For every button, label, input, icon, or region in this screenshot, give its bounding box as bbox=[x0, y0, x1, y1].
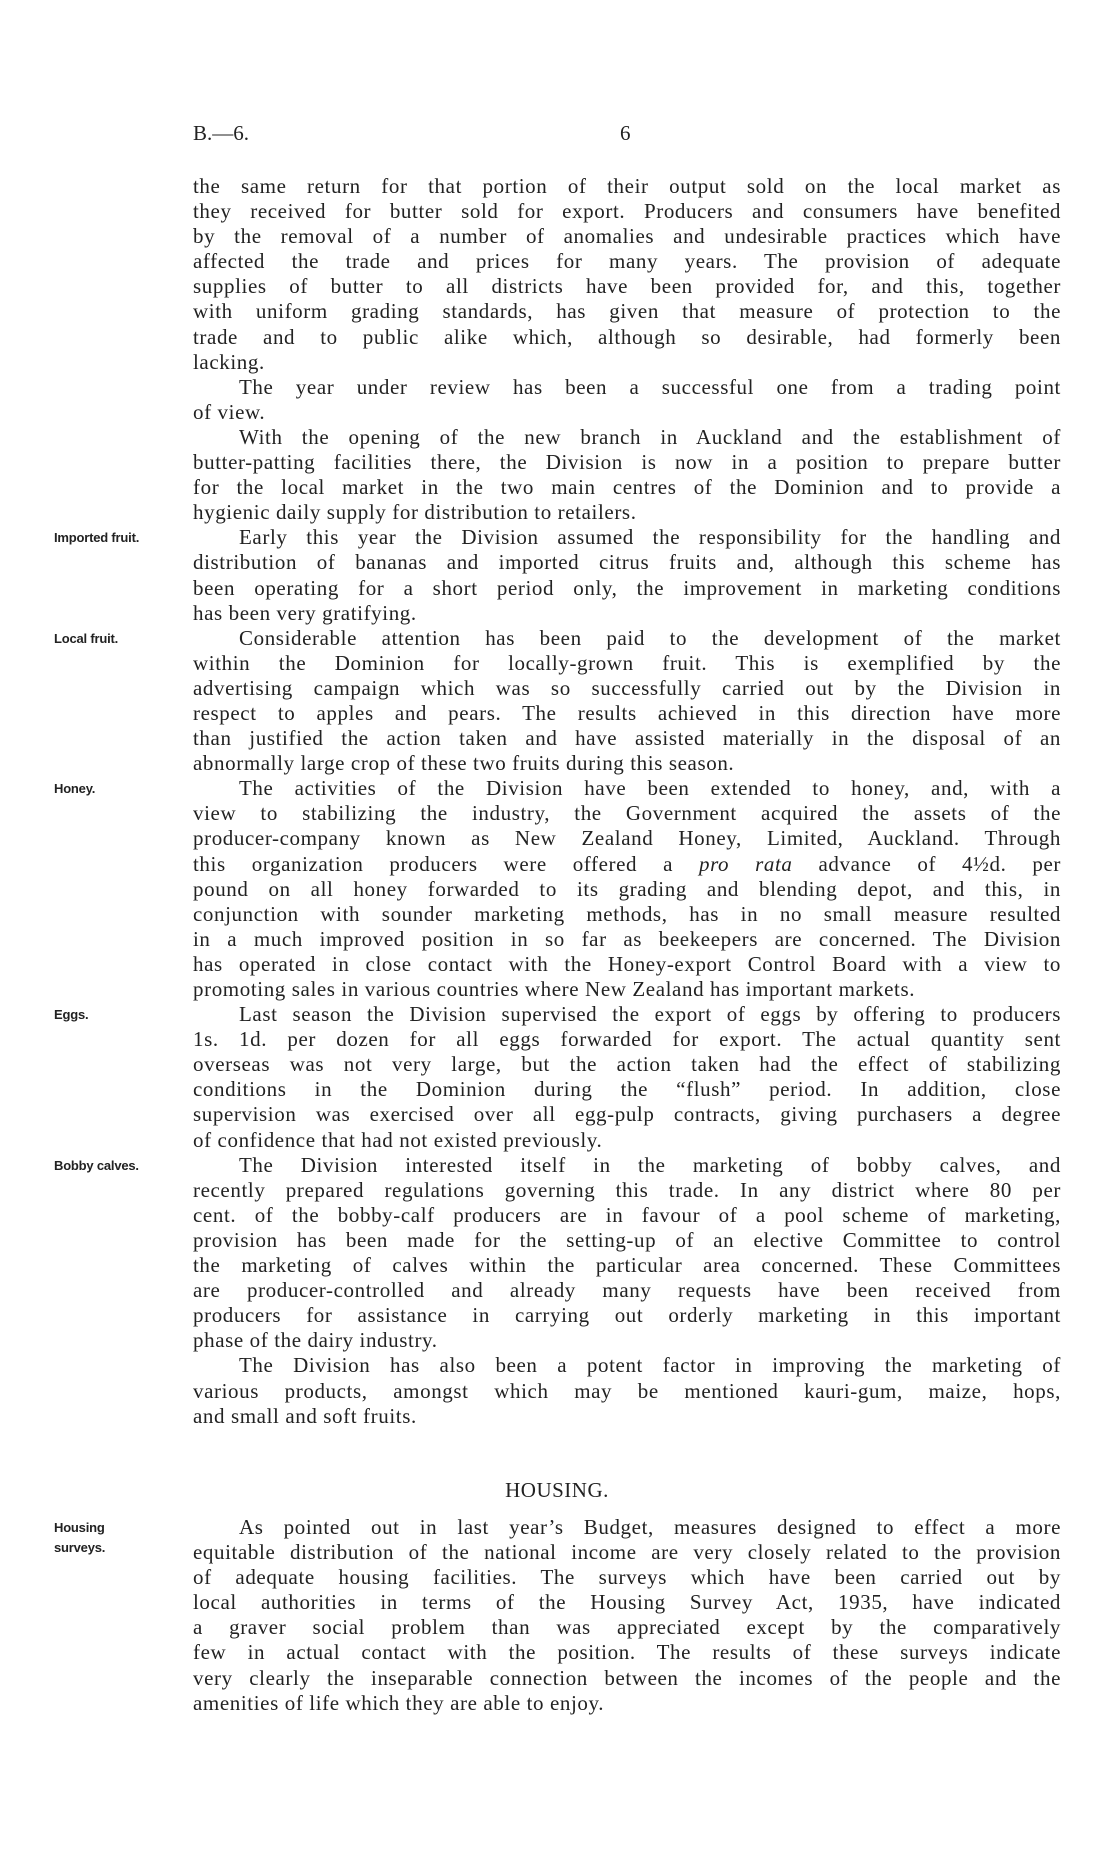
text-line: amenities of life which they are able to enjoy. bbox=[193, 1690, 605, 1715]
text-line: The activities of the Division have been extended to honey, and, with a bbox=[239, 776, 1061, 801]
text-line: As pointed out in last year’s Budget, measures designed to effect a more bbox=[239, 1515, 1061, 1539]
text-line: view to stabilizing the industry, the Government acquired the assets of the bbox=[193, 801, 1061, 826]
margin-sidenote: Honey. bbox=[54, 781, 96, 797]
text-line: a graver social problem than was appreciated except by the comparatively bbox=[193, 1615, 1061, 1640]
section-heading-housing: HOUSING. bbox=[505, 1478, 609, 1502]
text-line: local authorities in terms of the Housing Survey Act, 1935, have indicated bbox=[193, 1590, 1061, 1615]
text-line: distribution of bananas and imported citrus fruits and, although this scheme has bbox=[193, 550, 1061, 575]
text-line: recently prepared regulations governing this trade. In any district where 80 per bbox=[193, 1177, 1061, 1202]
text-line: this organization producers were offered a pro rata advance of 4½d. per bbox=[193, 851, 1061, 876]
text-line: phase of the dairy industry. bbox=[193, 1328, 438, 1353]
margin-sidenote: Eggs. bbox=[54, 1007, 89, 1023]
page-number: 6 bbox=[620, 121, 631, 145]
text-line: within the Dominion for locally-grown fruit. This is exemplified by the bbox=[193, 650, 1061, 675]
paragraph bbox=[54, 1515, 1061, 1716]
margin-sidenote: Imported fruit. bbox=[54, 530, 140, 546]
paragraph bbox=[54, 625, 1061, 777]
text-line: with uniform grading standards, has given that measure of protection to the bbox=[193, 299, 1061, 324]
text-line: producers for assistance in carrying out orderly marketing in this important bbox=[193, 1303, 1061, 1328]
text-line: equitable distribution of the national income are very closely related to the provision bbox=[193, 1540, 1061, 1565]
text-line: trade and to public alike which, although so desirable, had formerly been bbox=[193, 324, 1061, 349]
text-line: provision has been made for the setting-up of an elective Committee to control bbox=[193, 1227, 1061, 1252]
text-line: Early this year the Division assumed the responsibility for the handling and bbox=[239, 525, 1061, 550]
document-reference: B.—6. bbox=[193, 121, 250, 145]
paragraph bbox=[193, 174, 1061, 375]
text-line: than justified the action taken and have assisted materially in the disposal of an bbox=[193, 726, 1061, 751]
paragraph bbox=[193, 1353, 1061, 1428]
text-line: advertising campaign which was so successfully carried out by the Division in bbox=[193, 675, 1061, 700]
paragraph bbox=[193, 425, 1061, 525]
text-line: various products, amongst which may be mentioned kauri-gum, maize, hops, bbox=[193, 1378, 1061, 1403]
text-line: Considerable attention has been paid to the development of the market bbox=[239, 625, 1061, 650]
text-line: the same return for that portion of their output sold on the local market as bbox=[193, 174, 1061, 198]
text-line: pound on all honey forwarded to its grading and blending depot, and this, in bbox=[193, 876, 1061, 901]
text-line: has operated in close contact with the Honey-export Control Board with a view to bbox=[193, 951, 1061, 976]
text-line: are producer-controlled and already many requests have been received from bbox=[193, 1278, 1061, 1303]
paragraph bbox=[193, 375, 1061, 425]
text-line: With the opening of the new branch in Auckland and the establishment of bbox=[239, 424, 1061, 449]
italic-phrase: pro rata bbox=[698, 851, 793, 876]
text-line: The Division has also been a potent factor in improving the marketing of bbox=[239, 1353, 1061, 1378]
text-line: has been very gratifying. bbox=[193, 600, 417, 625]
text-line: of confidence that had not existed previously. bbox=[193, 1127, 603, 1152]
text-line: promoting sales in various countries where New Zealand has important markets. bbox=[193, 977, 916, 1001]
margin-sidenote: Housing surveys. bbox=[54, 1520, 106, 1555]
text-line: in a much improved position in so far as beekeepers are concerned. The Division bbox=[193, 926, 1061, 951]
text-line: lacking. bbox=[193, 349, 265, 374]
text-line: very clearly the inseparable connection between the incomes of the people and the bbox=[193, 1665, 1061, 1690]
paragraph bbox=[54, 1002, 1061, 1153]
text-line: few in actual contact with the position. The results of these surveys indicate bbox=[193, 1640, 1061, 1665]
text-line: of view. bbox=[193, 399, 266, 424]
text-line: for the local market in the two main centres of the Dominion and to provide a bbox=[193, 475, 1061, 500]
text-line: abnormally large crop of these two fruits during this season. bbox=[193, 751, 735, 776]
text-line: affected the trade and prices for many years. The provision of adequate bbox=[193, 249, 1061, 274]
paragraph bbox=[54, 776, 1061, 1002]
text-line: conditions in the Dominion during the “flush” period. In addition, close bbox=[193, 1077, 1061, 1102]
text-line: supplies of butter to all districts have been provided for, and this, together bbox=[193, 274, 1061, 299]
text-line: cent. of the bobby-calf producers are in favour of a pool scheme of marketing, bbox=[193, 1202, 1061, 1227]
text-line: The year under review has been a successful one from a trading point bbox=[239, 374, 1061, 399]
text-line: by the removal of a number of anomalies and undesirable practices which have bbox=[193, 224, 1061, 249]
text-line: The Division interested itself in the marketing of bobby calves, and bbox=[239, 1152, 1061, 1177]
margin-sidenote: Bobby calves. bbox=[54, 1157, 139, 1173]
margin-sidenote: Local fruit. bbox=[54, 630, 119, 646]
text-line: overseas was not very large, but the action taken had the effect of stabilizing bbox=[193, 1052, 1061, 1077]
main-body-text bbox=[54, 174, 1061, 1429]
paragraph bbox=[54, 1152, 1061, 1354]
text-line: Last season the Division supervised the export of eggs by offering to producers bbox=[239, 1002, 1061, 1027]
text-line: respect to apples and pears. The results achieved in this direction have more bbox=[193, 700, 1061, 725]
text-line: they received for butter sold for export. Producers and consumers have benefited bbox=[193, 199, 1061, 224]
text-line: been operating for a short period only, the improvement in marketing conditions bbox=[193, 575, 1061, 600]
text-line: hygienic daily supply for distribution to retailers. bbox=[193, 500, 637, 525]
text-line: the marketing of calves within the particular area concerned. These Committees bbox=[193, 1253, 1061, 1278]
text-line: conjunction with sounder marketing methods, has in no small measure resulted bbox=[193, 901, 1061, 926]
text-line: and small and soft fruits. bbox=[193, 1403, 417, 1428]
text-line: of adequate housing facilities. The surveys which have been carried out by bbox=[193, 1565, 1061, 1590]
text-line: producer-company known as New Zealand Honey, Limited, Auckland. Through bbox=[193, 826, 1061, 851]
text-line: butter-patting facilities there, the Division is now in a position to prepare butter bbox=[193, 450, 1061, 475]
text-line: 1s. 1d. per dozen for all eggs forwarded for export. The actual quantity sent bbox=[193, 1027, 1061, 1052]
text-line: supervision was exercised over all egg-pulp contracts, giving purchasers a degree bbox=[193, 1102, 1061, 1127]
housing-body-text bbox=[54, 1515, 1061, 1716]
paragraph bbox=[54, 525, 1061, 625]
